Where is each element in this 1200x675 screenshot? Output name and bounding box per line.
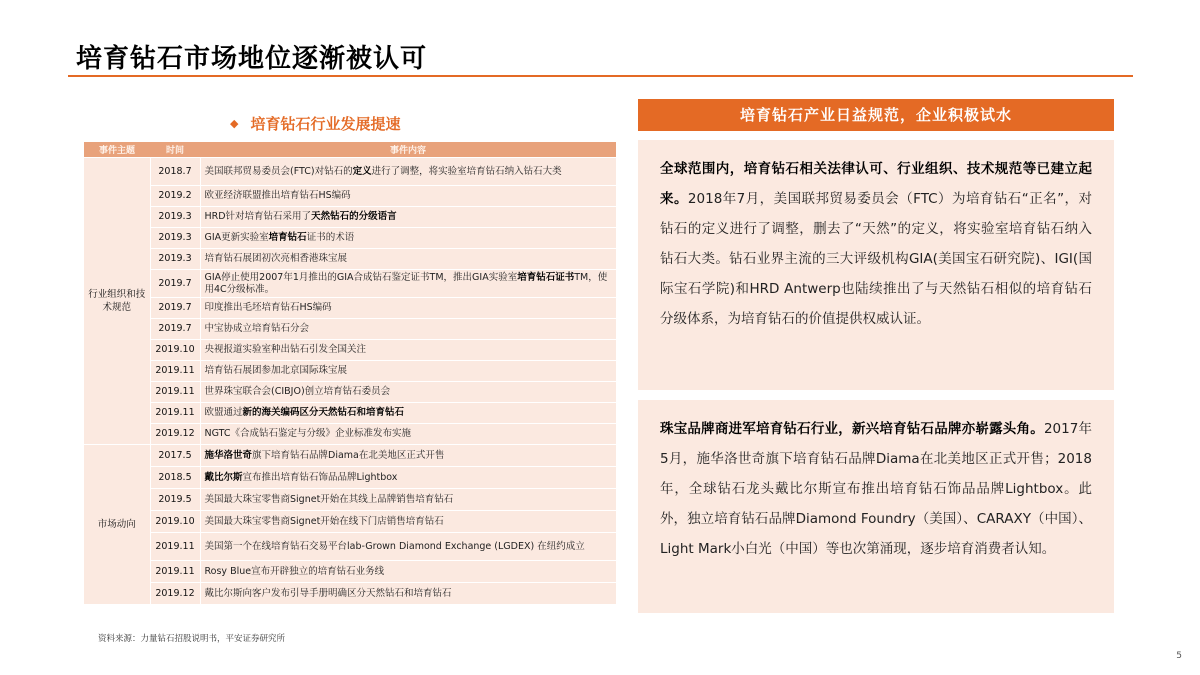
table-row	[84, 382, 616, 403]
content-cell	[200, 533, 616, 561]
content-bold: 新的海关编码区分天然钻石和培育钻石	[242, 407, 405, 418]
table-row	[84, 533, 616, 561]
table-row	[84, 445, 616, 467]
content-pre: 培育钻石展团参加北京国际珠宝展	[204, 365, 348, 376]
content-cell	[200, 158, 616, 186]
box1-lead: 全球范围内，培育钻石相关法律认可、行业组织、技术规范等已建立起来。	[660, 161, 1092, 207]
content-pre: HRD针对培育钻石采用了	[204, 211, 312, 222]
time-cell: 2019.11	[150, 561, 200, 583]
table-row	[84, 228, 616, 249]
time-cell: 2019.7	[150, 270, 200, 298]
content-cell	[200, 228, 616, 249]
time-cell: 2019.7	[150, 319, 200, 340]
content-bold: 施华洛世奇	[204, 449, 253, 461]
time-cell: 2019.3	[150, 228, 200, 249]
content-pre: 美国联邦贸易委员会(FTC)对钻石的	[204, 165, 353, 177]
table-row	[84, 489, 616, 511]
content-cell	[200, 249, 616, 270]
time-cell: 2019.2	[150, 186, 200, 207]
time-cell: 2017.5	[150, 445, 200, 467]
content-cell	[200, 511, 616, 533]
right-section-header: 培育钻石产业日益规范，企业积极试水	[638, 99, 1114, 131]
diamond-bullet-icon: ◆	[230, 117, 239, 130]
table-header-row	[84, 142, 616, 158]
events-table	[84, 142, 616, 605]
time-cell: 2019.12	[150, 424, 200, 445]
content-cell	[200, 382, 616, 403]
table-row	[84, 583, 616, 605]
content-pre: 欧盟通过	[204, 407, 243, 418]
table-row	[84, 207, 616, 228]
page-number: 5	[1176, 651, 1182, 661]
content-pre: 印度推出毛坯培育钻石HS编码	[204, 302, 332, 313]
topic-cell: 市场动向	[84, 445, 150, 605]
table-row	[84, 158, 616, 186]
table-row	[84, 270, 616, 298]
content-cell	[200, 319, 616, 340]
time-cell: 2019.5	[150, 489, 200, 511]
content-pre: 央视报道实验室种出钻石引发全国关注	[204, 344, 367, 355]
content-cell	[200, 340, 616, 361]
content-pre: Rosy Blue宣布开辟独立的培育钻石业务线	[204, 565, 385, 577]
content-bold: 戴比尔斯	[204, 471, 243, 483]
content-cell	[200, 403, 616, 424]
content-cell	[200, 186, 616, 207]
content-pre: GIA更新实验室	[204, 232, 269, 243]
table-row	[84, 340, 616, 361]
info-box-standards	[638, 140, 1114, 390]
content-cell	[200, 424, 616, 445]
source-note: 资料来源：力量钻石招股说明书，平安证券研究所	[98, 634, 286, 644]
left-heading-text: 培育钻石行业发展提速	[250, 115, 401, 133]
content-post: 旗下培育钻石品牌Diama在北美地区正式开售	[252, 449, 445, 461]
time-cell: 2019.11	[150, 382, 200, 403]
time-cell: 2019.11	[150, 403, 200, 424]
table-row	[84, 249, 616, 270]
content-cell	[200, 467, 616, 489]
content-cell	[200, 489, 616, 511]
content-pre: 戴比尔斯向客户发布引导手册明确区分天然钻石和培育钻石	[204, 587, 452, 599]
content-pre: 欧亚经济联盟推出培育钻石HS编码	[204, 190, 351, 201]
content-cell	[200, 270, 616, 298]
column-header-topic: 事件主题	[84, 142, 150, 158]
content-cell	[200, 207, 616, 228]
content-cell	[200, 298, 616, 319]
column-header-time: 时间	[150, 142, 200, 158]
table-row	[84, 361, 616, 382]
content-post: 证书的术语	[306, 232, 355, 243]
table-row	[84, 403, 616, 424]
time-cell: 2018.5	[150, 467, 200, 489]
content-post: TM，使用4C分级标准。	[204, 271, 608, 295]
content-pre: NGTC《合成钻石鉴定与分级》企业标准发布实施	[204, 428, 412, 439]
content-pre: GIA停止使用2007年1月推出的GIA合成钻石鉴定证书TM，推出GIA实验室	[204, 271, 518, 283]
title-divider	[68, 75, 1133, 77]
table-row	[84, 298, 616, 319]
table-row	[84, 467, 616, 489]
content-cell	[200, 583, 616, 605]
box2-lead: 珠宝品牌商进军培育钻石行业，新兴培育钻石品牌亦崭露头角。	[660, 421, 1044, 437]
content-cell	[200, 561, 616, 583]
content-bold: 定义	[352, 165, 372, 177]
box2-body: 2017年5月，施华洛世奇旗下培育钻石品牌Diama在北美地区正式开售；2018年，全球钻石龙头戴比尔斯宣布推出培育钻石饰品品牌Lightbox。此外，独立培育钻石品牌Diamond Foundry（美国）、CARAXY（中国）、Light Mark小白光（中国）等也次第涌现，逐步培育消费者认知。	[660, 421, 1093, 557]
content-cell	[200, 361, 616, 382]
table-row	[84, 319, 616, 340]
time-cell: 2019.3	[150, 207, 200, 228]
time-cell: 2019.10	[150, 511, 200, 533]
info-box-brands	[638, 400, 1114, 613]
content-bold: 天然钻石的分级语言	[311, 211, 397, 222]
time-cell: 2019.10	[150, 340, 200, 361]
topic-cell: 行业组织和技术规范	[84, 158, 150, 445]
time-cell: 2019.11	[150, 533, 200, 561]
table-row	[84, 186, 616, 207]
content-pre: 美国最大珠宝零售商Signet开始在线下门店销售培育钻石	[204, 515, 444, 527]
content-post: 进行了调整，将实验室培育钻石纳入钻石大类	[371, 165, 562, 177]
content-post: 宣布推出培育钻石饰品品牌Lightbox	[242, 471, 398, 483]
time-cell: 2019.7	[150, 298, 200, 319]
content-pre: 培育钻石展团初次亮相香港珠宝展	[204, 253, 348, 264]
table-row	[84, 511, 616, 533]
time-cell: 2019.12	[150, 583, 200, 605]
column-header-content: 事件内容	[200, 142, 616, 158]
page-title: 培育钻石市场地位逐渐被认可	[76, 44, 428, 74]
content-pre: 美国最大珠宝零售商Signet开始在其线上品牌销售培育钻石	[204, 493, 454, 505]
time-cell: 2019.3	[150, 249, 200, 270]
time-cell: 2019.11	[150, 361, 200, 382]
table-row	[84, 561, 616, 583]
content-bold: 培育钻石	[268, 232, 307, 243]
content-pre: 中宝协成立培育钻石分会	[204, 323, 310, 334]
content-cell	[200, 445, 616, 467]
time-cell: 2018.7	[150, 158, 200, 186]
content-pre: 美国第一个在线培育钻石交易平台lab-Grown Diamond Exchange (LGDEX) 在纽约成立	[204, 540, 585, 552]
left-section-heading	[230, 113, 400, 134]
table-row	[84, 424, 616, 445]
box1-body: 2018年7月，美国联邦贸易委员会（FTC）为培育钻石“正名”，对钻石的定义进行了调整，删去了“天然”的定义，将实验室培育钻石纳入钻石大类。钻石业界主流的三大评级机构GIA(美国宝石研究院)、IGI(国际宝石学院)和HRD Antwerp也陆续推出了与天然钻石相似的培育钻石分级体系，为培育钻石的价值提供权威认证。	[660, 191, 1093, 327]
content-bold: 培育钻石证书	[517, 271, 575, 283]
content-pre: 世界珠宝联合会(CIBJO)创立培育钻石委员会	[204, 386, 391, 397]
